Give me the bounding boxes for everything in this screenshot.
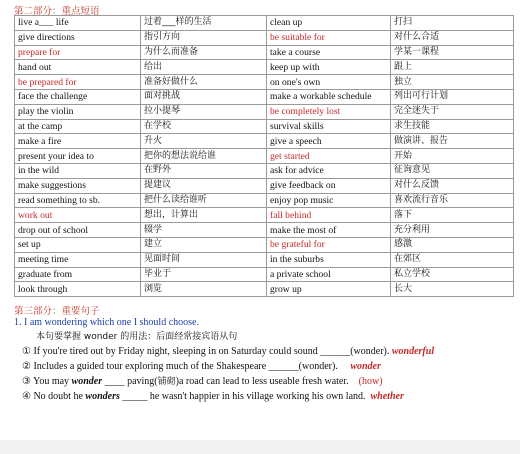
meaning-cell: 在学校 <box>141 119 267 134</box>
meaning-cell: 做演讲、报告 <box>391 134 514 149</box>
table-row <box>15 163 514 178</box>
exercise-1 <box>22 345 520 359</box>
exercise-4-text-b: _____ he wasn't happier in his village working his own land. <box>119 391 366 402</box>
phrase-cell: present your idea to <box>15 149 141 164</box>
meaning-cell: 拉小提琴 <box>141 104 267 119</box>
meaning-cell: 开始 <box>391 149 514 164</box>
phrase-cell: keep up with <box>267 60 391 75</box>
phrase-cell: at the camp <box>15 119 141 134</box>
meaning-cell: 喜欢流行音乐 <box>391 193 514 208</box>
phrase-cell: take a course <box>267 45 391 60</box>
section2-title: 第二部分：重点短语 <box>14 6 100 17</box>
phrase-cell: in the wild <box>15 163 141 178</box>
meaning-cell: 浏览 <box>141 282 267 297</box>
meaning-cell: 准备好做什么 <box>141 75 267 90</box>
meaning-cell: 升火 <box>141 134 267 149</box>
phrase-cell: prepare for <box>15 45 141 60</box>
exercise-2-text: ② Includes a guided tour exploring much of the Shakespeare ______(wonder). <box>22 361 338 372</box>
phrase-cell: hand out <box>15 60 141 75</box>
phrase-cell: get started <box>267 149 391 164</box>
exercise-3-text-b: ____ paving( <box>102 376 158 387</box>
meaning-cell: 独立 <box>391 75 514 90</box>
meaning-cell: 对什么反馈 <box>391 178 514 193</box>
phrase-cell: make suggestions <box>15 178 141 193</box>
table-row <box>15 252 514 267</box>
meaning-cell: 辍学 <box>141 223 267 238</box>
exercise-3-gloss: 铺砌 <box>157 377 176 387</box>
meaning-cell: 把你的想法说给谁 <box>141 149 267 164</box>
phrase-cell: live a___ life <box>15 16 141 31</box>
table-row <box>15 193 514 208</box>
phrase-cell: a private school <box>267 267 391 282</box>
exercise-3 <box>22 375 520 389</box>
phrase-cell: fall behind <box>267 208 391 223</box>
table-row <box>15 60 514 75</box>
table-row <box>15 89 514 104</box>
meaning-cell: 感激 <box>391 237 514 252</box>
table-row <box>15 178 514 193</box>
meaning-cell: 征询意见 <box>391 163 514 178</box>
table-row <box>15 282 514 297</box>
meaning-cell: 给出 <box>141 60 267 75</box>
exercise-4 <box>22 390 520 404</box>
exercise-3-answer: (how) <box>358 376 383 387</box>
table-row <box>15 16 514 31</box>
phrase-cell: give directions <box>15 30 141 45</box>
table-row <box>15 149 514 164</box>
meaning-cell: 在野外 <box>141 163 267 178</box>
meaning-cell: 完全迷失于 <box>391 104 514 119</box>
phrase-table-body <box>15 16 514 297</box>
meaning-cell: 落下 <box>391 208 514 223</box>
table-row <box>15 208 514 223</box>
table-row <box>15 75 514 90</box>
phrase-cell: on one's own <box>267 75 391 90</box>
meaning-cell: 建立 <box>141 237 267 252</box>
key-sentence: 1. I am wondering which one I should choose. <box>14 317 199 328</box>
phrase-cell: graduate from <box>15 267 141 282</box>
meaning-cell: 过着___样的生活 <box>141 16 267 31</box>
phrase-cell: face the challenge <box>15 89 141 104</box>
meaning-cell: 对什么合适 <box>391 30 514 45</box>
phrase-cell: give feedback on <box>267 178 391 193</box>
table-row <box>15 223 514 238</box>
meaning-cell: 面对挑战 <box>141 89 267 104</box>
phrase-cell: make a workable schedule <box>267 89 391 104</box>
phrase-cell: look through <box>15 282 141 297</box>
meaning-cell: 充分利用 <box>391 223 514 238</box>
phrase-cell: make the most of <box>267 223 391 238</box>
phrase-cell: grow up <box>267 282 391 297</box>
table-row <box>15 104 514 119</box>
exercise-4-keyword: wonders <box>85 391 120 402</box>
meaning-cell: 毕业于 <box>141 267 267 282</box>
exercise-2 <box>22 360 520 374</box>
usage-note: 本句要掌握 wonder 的用法：后面经常接宾语从句 <box>36 332 238 342</box>
exercise-3-keyword: wonder <box>71 376 103 387</box>
section3-title: 第三部分：重要句子 <box>14 306 100 317</box>
meaning-cell: 打扫 <box>391 16 514 31</box>
phrase-cell: be completely lost <box>267 104 391 119</box>
page-bottom-strip <box>0 440 520 454</box>
phrase-cell: be prepared for <box>15 75 141 90</box>
table-row <box>15 45 514 60</box>
meaning-cell: 见面时间 <box>141 252 267 267</box>
phrase-cell: set up <box>15 237 141 252</box>
meaning-cell: 求生技能 <box>391 119 514 134</box>
exercise-1-text: ① If you're tired out by Friday night, sleeping in on Saturday could sound ______(wonder). <box>22 346 390 357</box>
meaning-cell: 提建议 <box>141 178 267 193</box>
table-row <box>15 119 514 134</box>
phrase-cell: play the violin <box>15 104 141 119</box>
table-row <box>15 267 514 282</box>
phrase-table <box>14 15 514 297</box>
phrase-cell: ask for advice <box>267 163 391 178</box>
phrase-cell: drop out of school <box>15 223 141 238</box>
phrase-cell: enjoy pop music <box>267 193 391 208</box>
meaning-cell: 在郊区 <box>391 252 514 267</box>
exercise-4-answer: whether <box>370 391 404 402</box>
phrase-cell: read something to sb. <box>15 193 141 208</box>
phrase-cell: meeting time <box>15 252 141 267</box>
exercise-2-answer: wonder <box>350 361 381 372</box>
phrase-cell: survival skills <box>267 119 391 134</box>
table-row <box>15 30 514 45</box>
meaning-cell: 列出可行计划 <box>391 89 514 104</box>
phrase-cell: be suitable for <box>267 30 391 45</box>
exercise-1-answer: wonderful <box>391 346 435 357</box>
phrase-cell: make a fire <box>15 134 141 149</box>
phrase-cell: clean up <box>267 16 391 31</box>
phrase-cell: in the suburbs <box>267 252 391 267</box>
phrase-cell: work out <box>15 208 141 223</box>
meaning-cell: 学某一课程 <box>391 45 514 60</box>
table-row <box>15 134 514 149</box>
exercise-4-text-a: ④ No doubt he <box>22 391 86 402</box>
exercise-3-text-c: )a road can lead to less useable fresh water. <box>175 376 349 387</box>
table-row <box>15 237 514 252</box>
phrase-cell: be grateful for <box>267 237 391 252</box>
meaning-cell: 想出，计算出 <box>141 208 267 223</box>
meaning-cell: 把什么读给谁听 <box>141 193 267 208</box>
meaning-cell: 私立学校 <box>391 267 514 282</box>
exercise-3-text-a: ③ You may <box>22 376 72 387</box>
meaning-cell: 为什么而准备 <box>141 45 267 60</box>
phrase-cell: give a speech <box>267 134 391 149</box>
meaning-cell: 长大 <box>391 282 514 297</box>
meaning-cell: 指引方向 <box>141 30 267 45</box>
meaning-cell: 跟上 <box>391 60 514 75</box>
